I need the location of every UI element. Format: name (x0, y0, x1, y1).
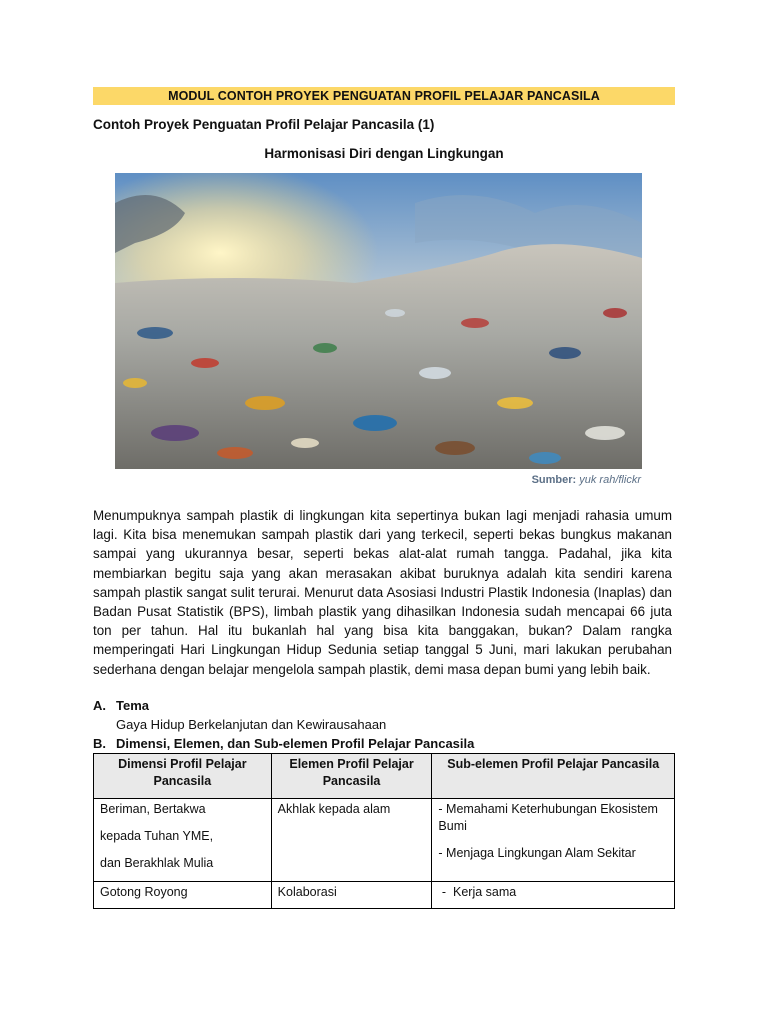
dimensi-line: kepada Tuhan YME, (100, 829, 214, 843)
sub-elemen-cell (432, 799, 675, 882)
intro-paragraph: Menumpuknya sampah plastik di lingkungan kita sepertinya bukan lagi menjadi rahasia umum lagi. Kita bisa menemukan sampah plastik dari yang terkecil, seperti bekas bungkus makanan sampai yang ukurannya besar, seperti bekas alat-alat rumah tangga. Padahal, jika kita membiarkan begitu saja yang akan merasakan akibat buruknya adalah kita sendiri karena sampah plastik sangat sulit terurai. Menurut data Asosiasi Industri Plastik Indonesia (Inaplas) dan Badan Pusat Statistik (BPS), limbah plastik yang dihasilkan Indonesia sudah mencapai 66 juta ton per tahun. Hal itu bukanlah hal yang bisa kita banggakan, bukan? Dalam rangka memperingati Hari Lingkungan Hidup Sedunia setiap tanggal 5 Juni, mari lakukan perubahan sederhana dengan belajar mengelola sampah plastik, demi masa depan bumi yang lebih baik. (93, 508, 672, 677)
dimensi-cell: Gotong Royong (94, 882, 272, 909)
image-source-caption (532, 474, 641, 486)
dimensi-line: Beriman, Bertakwa (100, 802, 206, 816)
sub-elemen-line: - Menjaga Lingkungan Alam Sekitar (438, 846, 636, 860)
source-credit: yuk rah/flickr (579, 474, 641, 486)
plastic-waste-photo (115, 173, 642, 469)
section-a-heading (93, 698, 149, 713)
project-heading: Harmonisasi Diri dengan Lingkungan (264, 146, 504, 161)
section-b-letter: B. (93, 736, 106, 751)
tema-text: Gaya Hidup Berkelanjutan dan Kewirausahaan (116, 717, 387, 732)
section-a-title: Tema (116, 698, 149, 713)
table-row (94, 799, 675, 882)
sub-elemen-cell: - Kerja sama (432, 882, 675, 909)
dimensi-cell (94, 799, 272, 882)
section-b-heading (93, 736, 474, 751)
header-dimensi: Dimensi Profil Pelajar Pancasila (94, 754, 272, 799)
elemen-cell: Akhlak kepada alam (271, 799, 432, 882)
header-sub-elemen: Sub-elemen Profil Pelajar Pancasila (432, 754, 675, 799)
profile-table (93, 753, 675, 909)
header-elemen: Elemen Profil Pelajar Pancasila (271, 754, 432, 799)
table-row (94, 882, 675, 909)
project-subtitle: Contoh Proyek Penguatan Profil Pelajar Pancasila (1) (93, 117, 435, 132)
table-header-row (94, 754, 675, 799)
source-label: Sumber: (531, 474, 577, 486)
module-title-banner: MODUL CONTOH PROYEK PENGUATAN PROFIL PELAJAR PANCASILA (93, 87, 675, 105)
section-b-title: Dimensi, Elemen, dan Sub-elemen Profil Pelajar Pancasila (116, 736, 475, 751)
section-a-letter: A. (93, 698, 106, 713)
sub-elemen-line: - Memahami Keterhubungan Ekosistem Bumi (438, 802, 658, 833)
elemen-cell: Kolaborasi (271, 882, 432, 909)
dimensi-line: dan Berakhlak Mulia (100, 856, 214, 870)
